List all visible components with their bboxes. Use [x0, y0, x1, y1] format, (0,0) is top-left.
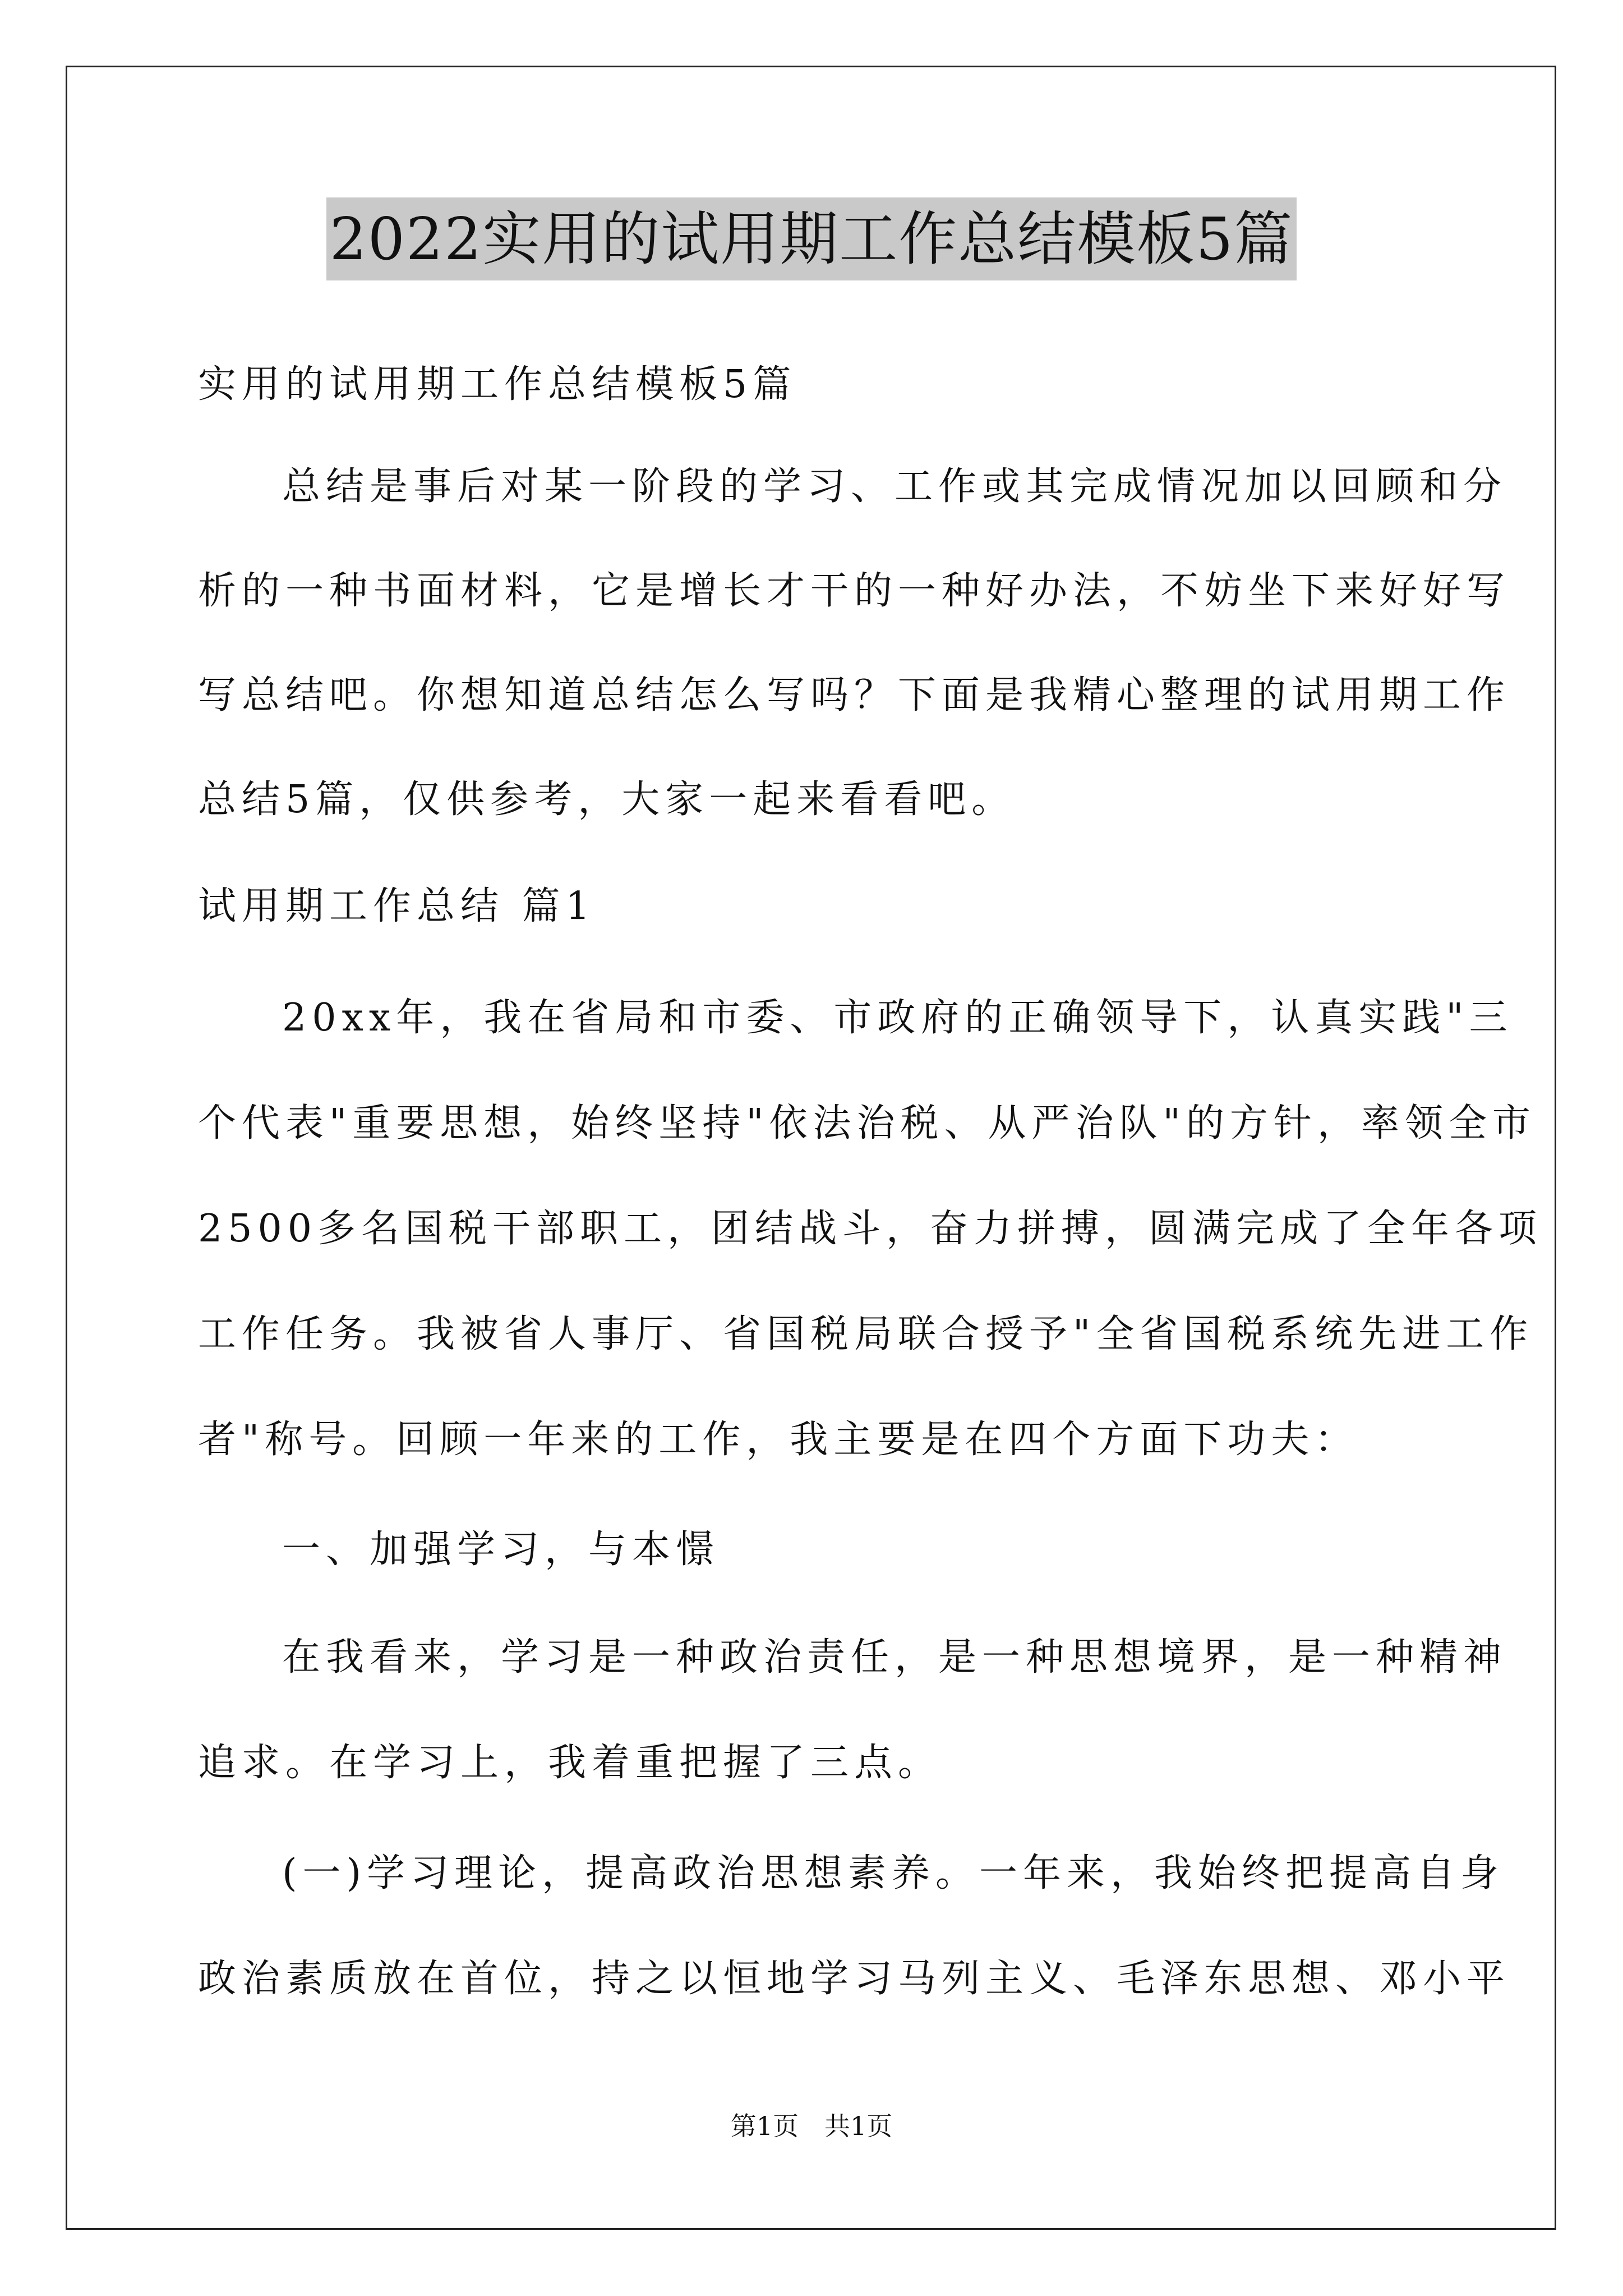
document-title: 2022实用的试用期工作总结模板5篇 [326, 197, 1297, 280]
point-heading: 一、加强学习，与本憬 [282, 1527, 720, 1572]
page-footer: 第1页 共1页 [730, 2111, 893, 2141]
paragraph-line: 政治素质放在首位，持之以恒地学习马列主义、毛泽东思想、邓小平 [198, 1957, 1511, 2001]
intro-line: 写总结吧。你想知道总结怎么写吗？下面是我精心整理的试用期工作 [198, 673, 1511, 717]
paragraph-line: 追求。在学习上，我着重把握了三点。 [198, 1741, 942, 1785]
intro-line: 总结5篇，仅供参考，大家一起来看看吧。 [198, 777, 1016, 822]
title-container [0, 197, 1623, 280]
paragraph-line: 个代表"重要思想，始终坚持"依法治税、从严治队"的方针，率领全市 [198, 1101, 1536, 1145]
section-heading: 试用期工作总结 篇1 [198, 884, 596, 928]
paragraph-line: 20xx年，我在省局和市委、市政府的正确领导下，认真实践"三 [282, 996, 1513, 1040]
paragraph-line: 工作任务。我被省人事厅、省国税局联合授予"全省国税系统先进工作 [198, 1312, 1534, 1356]
document-subtitle: 实用的试用期工作总结模板5篇 [198, 362, 797, 407]
paragraph-line: 2500多名国税干部职工，团结战斗，奋力拼搏，圆满完成了全年各项 [198, 1207, 1543, 1251]
paragraph-line: 者"称号。回顾一年来的工作，我主要是在四个方面下功夫： [198, 1418, 1359, 1462]
intro-line: 总结是事后对某一阶段的学习、工作或其完成情况加以回顾和分 [282, 464, 1507, 509]
intro-line: 析的一种书面材料，它是增长才干的一种好办法，不妨坐下来好好写 [198, 569, 1511, 613]
paragraph-line: (一)学习理论，提高政治思想素养。一年来，我始终把提高自身 [282, 1851, 1505, 1895]
paragraph-line: 在我看来，学习是一种政治责任，是一种思想境界，是一种精神 [282, 1635, 1507, 1680]
